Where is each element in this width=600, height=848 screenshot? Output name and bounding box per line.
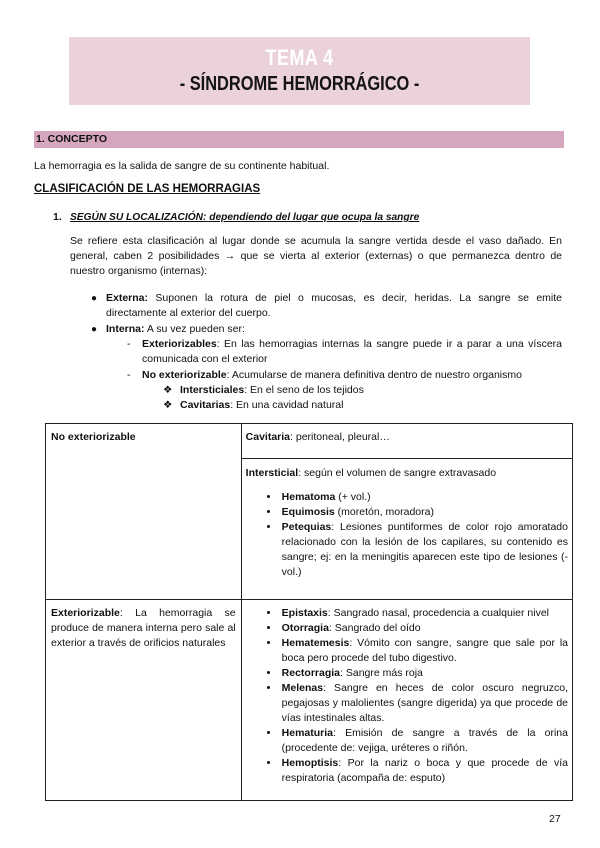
externa-text: Suponen la rotura de piel o mucosas, es decir, heridas. La sangre se emite directamente al exterior del cuerpo.	[106, 292, 562, 319]
no-exteriorizable-item	[142, 368, 522, 383]
list-item	[280, 520, 568, 580]
list-item-term: Hematemesis	[281, 637, 350, 649]
intersticiales-term: Intersticiales	[180, 384, 245, 396]
list-item-term: Otorragia	[281, 622, 329, 634]
list-item-text: : Sangre en heces de color oscuro negruzco, pegajosas y malolientes (sangre digerida) ya que procede de vías intestinales altas.	[281, 682, 568, 724]
section-label: 1. CONCEPTO	[36, 133, 107, 145]
section-header-bar	[34, 131, 564, 148]
item-title: SEGÚN SU LOCALIZACIÓN: dependiendo del lugar que ocupa la sangre	[70, 212, 420, 223]
list-item	[280, 681, 568, 726]
intersticial-term: Intersticial	[245, 467, 299, 479]
interna-text: A su vez pueden ser:	[144, 323, 245, 335]
intro-paragraph: Se refiere esta clasificación al lugar donde se acumula la sangre vertida desde el vaso dañado. En general, caben 2 posibilidades → que se vierta al exterior (externas) o que permanezca dentro de nuestro organismo (internas):	[70, 235, 562, 277]
exteriorizables-item	[142, 337, 562, 367]
exteriorizable-types-cell	[241, 600, 572, 801]
cavitarias-term: Cavitarias	[180, 399, 231, 411]
exteriorizable-term: Exteriorizable	[51, 607, 120, 619]
dash-icon: -	[127, 338, 131, 350]
list-item-text: : Sangrado del oído	[328, 622, 421, 634]
cavitaria-text: : peritoneal, pleural…	[290, 431, 390, 443]
no-exteriorizable-text: : Acumularse de manera definitiva dentro de nuestro organismo	[226, 369, 522, 381]
bullet-icon: ●	[91, 293, 98, 304]
list-item	[280, 606, 568, 621]
classification-table	[45, 423, 573, 801]
page-number: 27	[549, 813, 561, 825]
list-item-text: (moretón, moradora)	[334, 506, 434, 518]
list-item-term: Petequias	[281, 521, 332, 533]
definition-text: La hemorragia es la salida de sangre de su continente habitual.	[34, 160, 330, 172]
topic-number: TEMA 4	[265, 45, 334, 70]
table-row	[46, 600, 573, 801]
topic-title: - SÍNDROME HEMORRÁGICO -	[179, 73, 420, 95]
table-row	[46, 424, 573, 459]
list-item-term: Hemoptisis	[281, 757, 339, 769]
cavitarias-item	[180, 398, 343, 413]
diamond-bullet-icon: ❖	[163, 384, 173, 396]
list-item-text: : Vómito con sangre, sangre que sale por la boca pero procede del tubo digestivo.	[281, 637, 568, 664]
intersticiales-text: : En el seno de los tejidos	[244, 384, 364, 396]
list-item	[280, 636, 568, 666]
no-exteriorizable-term: No exteriorizable	[142, 369, 227, 381]
externa-item	[106, 291, 562, 321]
list-item-term: Epistaxis	[281, 607, 328, 619]
list-item	[280, 726, 568, 756]
no-exteriorizable-label: No exteriorizable	[51, 431, 136, 443]
intersticial-text: : según el volumen de sangre extravasado	[298, 467, 497, 479]
externa-term: Externa:	[106, 292, 149, 304]
list-item	[280, 621, 568, 636]
list-item-text: : Por la nariz o boca y que procede de vía respiratoria (acompaña de: esputo)	[281, 757, 568, 784]
cavitarias-text: : En una cavidad natural	[230, 399, 344, 411]
title-banner	[69, 37, 530, 105]
classification-heading: CLASIFICACIÓN DE LAS HEMORRAGIAS	[34, 183, 261, 195]
dash-icon: -	[127, 369, 131, 381]
list-item	[280, 490, 568, 505]
interna-item	[106, 322, 245, 337]
exteriorizables-text: : En las hemorragias internas la sangre puede ir a parar a una víscera comunicada con el exterior	[142, 338, 562, 365]
intersticiales-item	[180, 383, 364, 398]
list-item-term: Hematuria	[281, 727, 334, 739]
list-item	[280, 505, 568, 520]
item-number: 1.	[53, 211, 62, 223]
list-item-text: : Sangre más roja	[340, 667, 423, 679]
diamond-bullet-icon: ❖	[163, 399, 173, 411]
cavitaria-cell	[241, 424, 572, 459]
list-item-term: Hematoma	[281, 491, 336, 503]
exteriorizables-term: Exteriorizables	[142, 338, 217, 350]
no-exteriorizable-cell	[46, 424, 242, 600]
intersticial-list	[242, 490, 572, 580]
list-item-term: Equimosis	[281, 506, 335, 518]
list-item-term: Rectorragia	[281, 667, 341, 679]
list-item-text: : Lesiones puntiformes de color rojo amoratado relacionado con la lesión de los capilares, su contenido es sangre; ej: en la meningitis aparecen este tipo de lesiones (- vol.)	[281, 521, 568, 578]
exteriorizable-list	[242, 606, 572, 786]
list-item	[280, 666, 568, 681]
list-item-term: Melenas	[281, 682, 324, 694]
list-item-text: : Emisión de sangre a través de la orina (procedente de: vejiga, uréteres o riñón.	[281, 727, 568, 754]
bullet-icon: ●	[91, 324, 98, 335]
cavitaria-term: Cavitaria	[245, 431, 291, 443]
list-item-text: (+ vol.)	[335, 491, 371, 503]
list-item	[280, 756, 568, 786]
exteriorizable-cell	[46, 600, 242, 801]
intersticial-cell	[241, 459, 572, 600]
list-item-text: : Sangrado nasal, procedencia a cualquier nivel	[327, 607, 549, 619]
interna-term: Interna:	[106, 323, 145, 335]
exteriorizable-text: : La hemorragia se produce de manera interna pero sale al exterior a través de orificios naturales	[51, 607, 236, 649]
